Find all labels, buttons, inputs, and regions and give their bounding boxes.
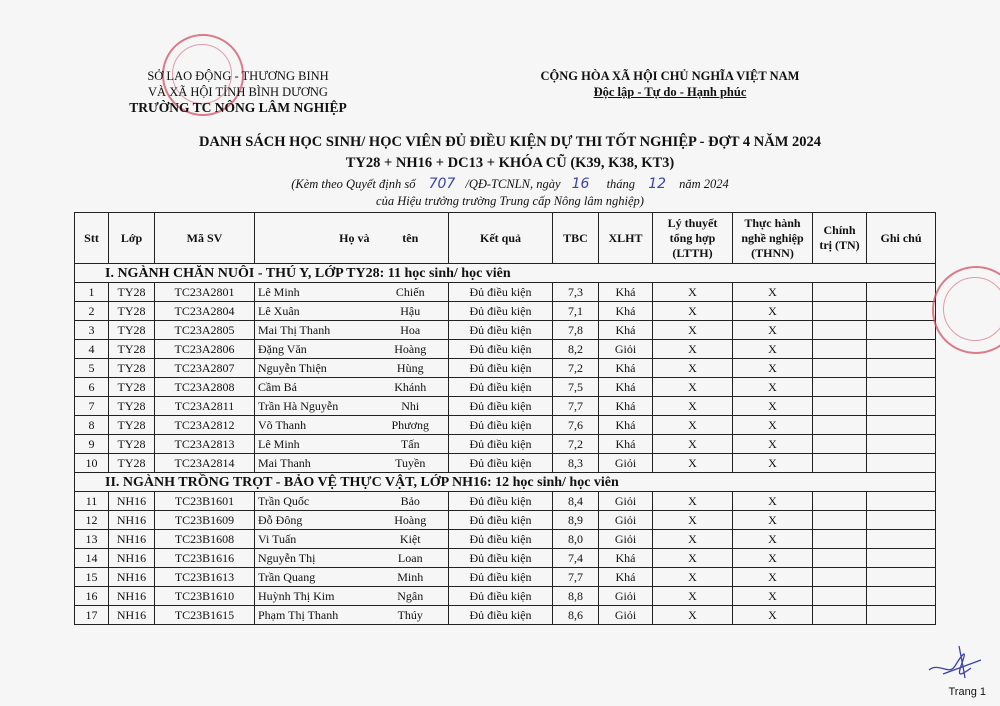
school-seal-right xyxy=(932,266,1000,354)
cell-chinh-tri xyxy=(813,435,867,454)
section-title: I. NGÀNH CHĂN NUÔI - THÚ Y, LỚP TY28: 11 học sinh/ học viên xyxy=(75,264,936,283)
cell-tbc: 7,4 xyxy=(553,549,599,568)
cell-ma-sv: TC23B1613 xyxy=(155,568,255,587)
cell-ten: Tuyền xyxy=(373,454,449,473)
cell-stt: 8 xyxy=(75,416,109,435)
cell-xlht: Khá xyxy=(599,549,653,568)
cell-ghi-chu xyxy=(867,492,936,511)
cell-thnn: X xyxy=(733,378,813,397)
cell-tbc: 7,2 xyxy=(553,359,599,378)
cell-tbc: 7,7 xyxy=(553,568,599,587)
cell-chinh-tri xyxy=(813,283,867,302)
cell-stt: 1 xyxy=(75,283,109,302)
cell-stt: 6 xyxy=(75,378,109,397)
cell-ltth: X xyxy=(653,530,733,549)
cell-lop: TY28 xyxy=(109,378,155,397)
cell-ten: Bảo xyxy=(373,492,449,511)
cell-thnn: X xyxy=(733,359,813,378)
cell-ket-qua: Đủ điều kiện xyxy=(449,606,553,625)
authority-line-1: SỞ LAO ĐỘNG - THƯƠNG BINH xyxy=(147,69,329,83)
col-lop: Lớp xyxy=(109,213,155,264)
cell-ltth: X xyxy=(653,283,733,302)
cell-ten: Kiệt xyxy=(373,530,449,549)
cell-tbc: 8,2 xyxy=(553,340,599,359)
cell-ket-qua: Đủ điều kiện xyxy=(449,359,553,378)
decision-reference xyxy=(0,176,1000,192)
col-tbc: TBC xyxy=(553,213,599,264)
cell-xlht: Giỏi xyxy=(599,454,653,473)
cell-thnn: X xyxy=(733,492,813,511)
table-row xyxy=(75,511,936,530)
cell-stt: 15 xyxy=(75,568,109,587)
cell-ho: Phạm Thị Thanh xyxy=(255,606,373,625)
cell-chinh-tri xyxy=(813,549,867,568)
decision-month-label: tháng xyxy=(606,177,636,191)
cell-ho: Đỗ Đông xyxy=(255,511,373,530)
cell-lop: NH16 xyxy=(109,587,155,606)
cell-ltth: X xyxy=(653,549,733,568)
cell-thnn: X xyxy=(733,435,813,454)
cell-ten: Tấn xyxy=(373,435,449,454)
decision-issuer: của Hiệu trưởng trường Trung cấp Nông lâm nghiệp) xyxy=(376,194,644,208)
cell-ho: Trần Quốc xyxy=(255,492,373,511)
cell-ghi-chu xyxy=(867,454,936,473)
cell-ho: Huỳnh Thị Kim xyxy=(255,587,373,606)
col-ho: Họ và xyxy=(255,213,373,264)
col-ghi-chu: Ghi chú xyxy=(867,213,936,264)
cell-stt: 4 xyxy=(75,340,109,359)
cell-ltth: X xyxy=(653,340,733,359)
table-row xyxy=(75,302,936,321)
table-row xyxy=(75,397,936,416)
cell-chinh-tri xyxy=(813,359,867,378)
cell-thnn: X xyxy=(733,397,813,416)
cell-ten: Minh xyxy=(373,568,449,587)
cell-lop: NH16 xyxy=(109,568,155,587)
cell-ten: Loan xyxy=(373,549,449,568)
page-number: Trang 1 xyxy=(948,686,986,698)
cell-xlht: Khá xyxy=(599,416,653,435)
cell-ho: Mai Thanh xyxy=(255,454,373,473)
cell-ho: Lê Xuân xyxy=(255,302,373,321)
cell-xlht: Giỏi xyxy=(599,340,653,359)
cell-stt: 13 xyxy=(75,530,109,549)
col-ket-qua: Kết quả xyxy=(449,213,553,264)
cell-lop: NH16 xyxy=(109,530,155,549)
cell-ma-sv: TC23B1610 xyxy=(155,587,255,606)
cell-xlht: Khá xyxy=(599,435,653,454)
cell-thnn: X xyxy=(733,454,813,473)
cell-ho: Trần Quang xyxy=(255,568,373,587)
cell-ten: Hoàng xyxy=(373,340,449,359)
cell-chinh-tri xyxy=(813,511,867,530)
cell-ket-qua: Đủ điều kiện xyxy=(449,549,553,568)
cell-ten: Hậu xyxy=(373,302,449,321)
cell-tbc: 8,3 xyxy=(553,454,599,473)
cell-ghi-chu xyxy=(867,397,936,416)
table-row xyxy=(75,568,936,587)
candidate-table xyxy=(74,212,936,625)
decision-prefix: (Kèm theo Quyết định số xyxy=(291,177,416,191)
cell-xlht: Khá xyxy=(599,302,653,321)
cell-ghi-chu xyxy=(867,359,936,378)
country-name: CỘNG HÒA XÃ HỘI CHỦ NGHĨA VIỆT NAM xyxy=(540,69,800,83)
cell-ltth: X xyxy=(653,397,733,416)
table-row xyxy=(75,359,936,378)
cell-ghi-chu xyxy=(867,435,936,454)
cell-ghi-chu xyxy=(867,302,936,321)
cell-lop: TY28 xyxy=(109,397,155,416)
cell-ket-qua: Đủ điều kiện xyxy=(449,321,553,340)
school-name: TRƯỜNG TC NÔNG LÂM NGHIỆP xyxy=(129,100,347,115)
cell-thnn: X xyxy=(733,340,813,359)
cell-stt: 10 xyxy=(75,454,109,473)
section-header-row xyxy=(75,473,936,492)
cell-thnn: X xyxy=(733,549,813,568)
national-header xyxy=(500,68,840,100)
cell-ket-qua: Đủ điều kiện xyxy=(449,587,553,606)
cell-stt: 14 xyxy=(75,549,109,568)
cell-ten: Chiến xyxy=(373,283,449,302)
table-row xyxy=(75,530,936,549)
table-row xyxy=(75,321,936,340)
cell-chinh-tri xyxy=(813,378,867,397)
decision-number: 707 xyxy=(428,176,456,192)
cell-ten: Hoàng xyxy=(373,511,449,530)
cell-tbc: 7,8 xyxy=(553,321,599,340)
cell-tbc: 8,0 xyxy=(553,530,599,549)
cell-xlht: Giỏi xyxy=(599,606,653,625)
table-row xyxy=(75,416,936,435)
col-stt: Stt xyxy=(75,213,109,264)
cell-ho: Lê Minh xyxy=(255,283,373,302)
cell-ghi-chu xyxy=(867,321,936,340)
cell-ket-qua: Đủ điều kiện xyxy=(449,492,553,511)
cell-ho: Đặng Văn xyxy=(255,340,373,359)
cell-ghi-chu xyxy=(867,340,936,359)
cell-lop: NH16 xyxy=(109,492,155,511)
cell-lop: TY28 xyxy=(109,283,155,302)
col-ltth: Lý thuyết tổng hợp (LTTH) xyxy=(653,213,733,264)
cell-ket-qua: Đủ điều kiện xyxy=(449,530,553,549)
table-header-row xyxy=(75,213,936,264)
cell-tbc: 7,6 xyxy=(553,416,599,435)
cell-stt: 5 xyxy=(75,359,109,378)
cell-ghi-chu xyxy=(867,568,936,587)
cell-ghi-chu xyxy=(867,606,936,625)
cell-chinh-tri xyxy=(813,568,867,587)
cell-ho: Nguyễn Thiện xyxy=(255,359,373,378)
cell-stt: 9 xyxy=(75,435,109,454)
cell-ltth: X xyxy=(653,587,733,606)
national-motto: Độc lập - Tự do - Hạnh phúc xyxy=(593,85,747,99)
table-row xyxy=(75,283,936,302)
table-row xyxy=(75,587,936,606)
decision-day: 16 xyxy=(571,176,590,192)
cell-ho: Mai Thị Thanh xyxy=(255,321,373,340)
cell-tbc: 7,3 xyxy=(553,283,599,302)
cell-chinh-tri xyxy=(813,302,867,321)
cell-stt: 3 xyxy=(75,321,109,340)
cell-lop: TY28 xyxy=(109,321,155,340)
table-row xyxy=(75,454,936,473)
cell-ket-qua: Đủ điều kiện xyxy=(449,302,553,321)
cell-chinh-tri xyxy=(813,397,867,416)
cell-lop: TY28 xyxy=(109,416,155,435)
col-xlht: XLHT xyxy=(599,213,653,264)
cell-tbc: 8,8 xyxy=(553,587,599,606)
cell-thnn: X xyxy=(733,587,813,606)
cell-xlht: Khá xyxy=(599,283,653,302)
col-thnn: Thực hành nghề nghiệp (THNN) xyxy=(733,213,813,264)
cell-thnn: X xyxy=(733,568,813,587)
cell-ghi-chu xyxy=(867,549,936,568)
cell-ket-qua: Đủ điều kiện xyxy=(449,416,553,435)
cell-lop: TY28 xyxy=(109,435,155,454)
cell-ho: Võ Thanh xyxy=(255,416,373,435)
cell-ten: Thúy xyxy=(373,606,449,625)
cell-tbc: 8,9 xyxy=(553,511,599,530)
cell-tbc: 7,7 xyxy=(553,397,599,416)
decision-mid: /QĐ-TCNLN, ngày xyxy=(465,177,561,191)
cell-ma-sv: TC23A2813 xyxy=(155,435,255,454)
cell-tbc: 8,4 xyxy=(553,492,599,511)
cell-ket-qua: Đủ điều kiện xyxy=(449,397,553,416)
cell-ten: Nhi xyxy=(373,397,449,416)
cell-tbc: 7,1 xyxy=(553,302,599,321)
cell-ma-sv: TC23A2806 xyxy=(155,340,255,359)
cell-lop: TY28 xyxy=(109,454,155,473)
cell-ltth: X xyxy=(653,606,733,625)
table-row xyxy=(75,606,936,625)
cell-ten: Phương xyxy=(373,416,449,435)
document-subtitle: TY28 + NH16 + DC13 + KHÓA CŨ (K39, K38, KT3) xyxy=(345,155,675,171)
cell-ghi-chu xyxy=(867,283,936,302)
issuing-authority xyxy=(108,68,368,116)
cell-chinh-tri xyxy=(813,587,867,606)
cell-ho: Cầm Bá xyxy=(255,378,373,397)
cell-xlht: Giỏi xyxy=(599,511,653,530)
section-header-row xyxy=(75,264,936,283)
cell-ket-qua: Đủ điều kiện xyxy=(449,378,553,397)
cell-thnn: X xyxy=(733,321,813,340)
cell-stt: 12 xyxy=(75,511,109,530)
cell-ket-qua: Đủ điều kiện xyxy=(449,435,553,454)
cell-thnn: X xyxy=(733,530,813,549)
cell-tbc: 8,6 xyxy=(553,606,599,625)
cell-ma-sv: TC23B1615 xyxy=(155,606,255,625)
cell-ten: Hoa xyxy=(373,321,449,340)
cell-ho: Lê Minh xyxy=(255,435,373,454)
cell-ten: Ngân xyxy=(373,587,449,606)
cell-lop: TY28 xyxy=(109,340,155,359)
cell-stt: 16 xyxy=(75,587,109,606)
cell-chinh-tri xyxy=(813,340,867,359)
cell-ten: Hùng xyxy=(373,359,449,378)
cell-xlht: Giỏi xyxy=(599,530,653,549)
authority-line-2: VÀ XÃ HỘI TỈNH BÌNH DƯƠNG xyxy=(148,85,328,99)
cell-ltth: X xyxy=(653,359,733,378)
cell-ket-qua: Đủ điều kiện xyxy=(449,283,553,302)
cell-stt: 7 xyxy=(75,397,109,416)
cell-xlht: Khá xyxy=(599,321,653,340)
decision-year: năm 2024 xyxy=(679,177,729,191)
cell-xlht: Khá xyxy=(599,397,653,416)
cell-ten: Khánh xyxy=(373,378,449,397)
cell-ma-sv: TC23A2807 xyxy=(155,359,255,378)
cell-thnn: X xyxy=(733,283,813,302)
cell-ltth: X xyxy=(653,568,733,587)
col-ma-sv: Mã SV xyxy=(155,213,255,264)
cell-lop: TY28 xyxy=(109,359,155,378)
cell-lop: TY28 xyxy=(109,302,155,321)
cell-lop: NH16 xyxy=(109,606,155,625)
cell-ghi-chu xyxy=(867,587,936,606)
signature xyxy=(925,640,985,685)
cell-ket-qua: Đủ điều kiện xyxy=(449,568,553,587)
cell-ghi-chu xyxy=(867,378,936,397)
cell-ho: Trần Hà Nguyễn xyxy=(255,397,373,416)
cell-ma-sv: TC23A2808 xyxy=(155,378,255,397)
cell-chinh-tri xyxy=(813,416,867,435)
cell-ket-qua: Đủ điều kiện xyxy=(449,454,553,473)
cell-ket-qua: Đủ điều kiện xyxy=(449,511,553,530)
table-row xyxy=(75,378,936,397)
table-row xyxy=(75,435,936,454)
cell-thnn: X xyxy=(733,606,813,625)
cell-thnn: X xyxy=(733,416,813,435)
cell-stt: 2 xyxy=(75,302,109,321)
cell-xlht: Giỏi xyxy=(599,492,653,511)
cell-chinh-tri xyxy=(813,454,867,473)
table-row xyxy=(75,340,936,359)
cell-lop: NH16 xyxy=(109,511,155,530)
cell-chinh-tri xyxy=(813,492,867,511)
cell-ma-sv: TC23B1616 xyxy=(155,549,255,568)
table-row xyxy=(75,492,936,511)
cell-chinh-tri xyxy=(813,530,867,549)
document-title: DANH SÁCH HỌC SINH/ HỌC VIÊN ĐỦ ĐIỀU KIỆN DỰ THI TỐT NGHIỆP - ĐỢT 4 NĂM 2024 xyxy=(198,134,822,150)
cell-ma-sv: TC23B1609 xyxy=(155,511,255,530)
cell-ma-sv: TC23A2811 xyxy=(155,397,255,416)
cell-ma-sv: TC23A2814 xyxy=(155,454,255,473)
cell-xlht: Khá xyxy=(599,359,653,378)
cell-ltth: X xyxy=(653,511,733,530)
cell-ghi-chu xyxy=(867,511,936,530)
col-chinh-tri: Chính trị (TN) xyxy=(813,213,867,264)
cell-ltth: X xyxy=(653,492,733,511)
cell-ltth: X xyxy=(653,321,733,340)
cell-chinh-tri xyxy=(813,321,867,340)
cell-ma-sv: TC23A2801 xyxy=(155,283,255,302)
cell-thnn: X xyxy=(733,511,813,530)
cell-stt: 17 xyxy=(75,606,109,625)
cell-lop: NH16 xyxy=(109,549,155,568)
table-row xyxy=(75,549,936,568)
cell-ho: Nguyễn Thị xyxy=(255,549,373,568)
cell-xlht: Khá xyxy=(599,568,653,587)
cell-stt: 11 xyxy=(75,492,109,511)
cell-ma-sv: TC23A2805 xyxy=(155,321,255,340)
cell-xlht: Khá xyxy=(599,378,653,397)
cell-thnn: X xyxy=(733,302,813,321)
cell-tbc: 7,5 xyxy=(553,378,599,397)
cell-ghi-chu xyxy=(867,530,936,549)
col-ten: tên xyxy=(373,213,449,264)
cell-ho: Vi Tuấn xyxy=(255,530,373,549)
cell-xlht: Giỏi xyxy=(599,587,653,606)
cell-ma-sv: TC23A2812 xyxy=(155,416,255,435)
decision-month: 12 xyxy=(648,176,667,192)
cell-ltth: X xyxy=(653,435,733,454)
cell-ma-sv: TC23A2804 xyxy=(155,302,255,321)
cell-ltth: X xyxy=(653,454,733,473)
section-title: II. NGÀNH TRỒNG TRỌT - BẢO VỆ THỰC VẬT, LỚP NH16: 12 học sinh/ học viên xyxy=(75,473,936,492)
cell-ltth: X xyxy=(653,416,733,435)
cell-ket-qua: Đủ điều kiện xyxy=(449,340,553,359)
cell-ltth: X xyxy=(653,302,733,321)
cell-ghi-chu xyxy=(867,416,936,435)
cell-ltth: X xyxy=(653,378,733,397)
cell-tbc: 7,2 xyxy=(553,435,599,454)
cell-ma-sv: TC23B1601 xyxy=(155,492,255,511)
cell-ma-sv: TC23B1608 xyxy=(155,530,255,549)
cell-chinh-tri xyxy=(813,606,867,625)
